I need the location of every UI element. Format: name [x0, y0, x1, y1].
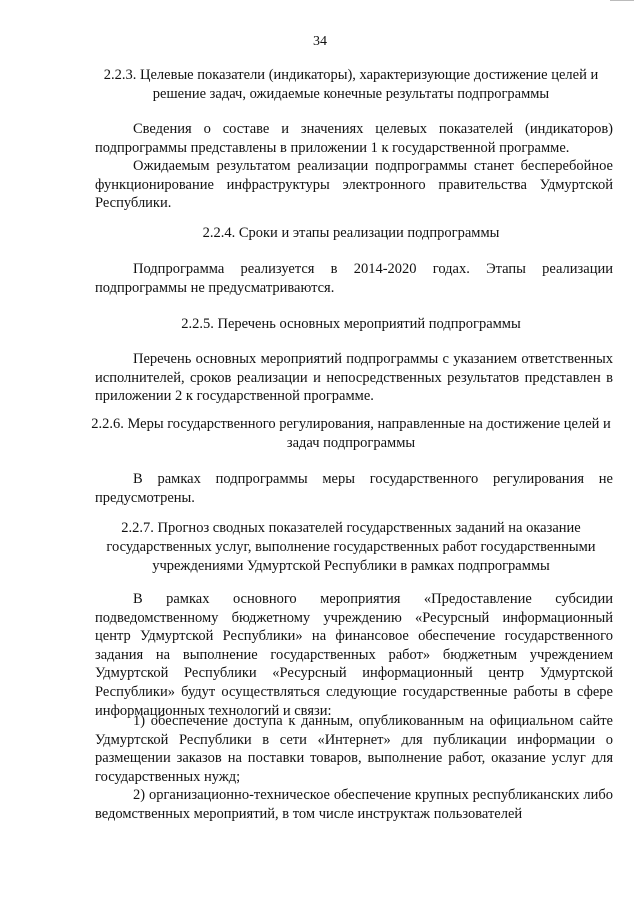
paragraph-2-2-3-result: Ожидаемым результатом реализации подпрограммы станет бесперебойное функционирование инфраструктуры электронного правительства Удмуртской Республики. [95, 158, 613, 212]
paragraph-2-2-5: Перечень основных мероприятий подпрограммы с указанием ответственных исполнителей, сроков реализации и непосредственных результатов представлен в приложении 2 к государственной программе. [95, 351, 613, 405]
paragraph-2-2-4: Подпрограмма реализуется в 2014-2020 годах. Этапы реализации подпрограммы не предусматриваются. [95, 261, 613, 296]
heading-2-2-3: 2.2.3. Целевые показатели (индикаторы), характеризующие достижение целей и решение задач, ожидаемые конечные результаты подпрограммы [103, 67, 599, 102]
paragraph-2-2-7: В рамках основного мероприятия «Предоставление субсидии подведомственному бюджетному учреждению «Ресурсный информационный центр Удмуртской Республики» на финансовое обеспечение государственного задания на выполнение государственных работ» бюджетным учреждением Удмуртской Республики «Ресурсный информационный центр Удмуртской Республики» будут осуществляться следующие государственные работы в сфере информационных технологий и связи: [95, 591, 613, 719]
heading-2-2-6: 2.2.6. Меры государственного регулирования, направленные на достижение целей и задач подпрограммы [91, 416, 611, 451]
list-item-1: 1) обеспечение доступа к данным, опубликованным на официальном сайте Удмуртской Республики в сети «Интернет» для публикации информации о размещении заказов на поставки товаров, выполнение работ, оказание услуг для государственных нужд; [95, 713, 613, 785]
page-number: 34 [313, 34, 327, 49]
corner-mark [610, 0, 634, 3]
list-item-2: 2) организационно-техническое обеспечение крупных республиканских либо ведомственных мероприятий, в том числе инструктаж пользователей [95, 787, 613, 822]
heading-2-2-5: 2.2.5. Перечень основных мероприятий подпрограммы [181, 316, 521, 332]
heading-2-2-4: 2.2.4. Сроки и этапы реализации подпрограммы [202, 225, 500, 241]
paragraph-2-2-3-indicators: Сведения о составе и значениях целевых показателей (индикаторов) подпрограммы представлены в приложении 1 к государственной программе. [95, 121, 613, 156]
paragraph-2-2-6: В рамках подпрограммы меры государственного регулирования не предусмотрены. [95, 471, 613, 506]
heading-2-2-7: 2.2.7. Прогноз сводных показателей государственных заданий на оказание государственных услуг, выполнение государственных работ государственными учреждениями Удмуртской Республики в рамках подпрограммы [106, 520, 596, 574]
